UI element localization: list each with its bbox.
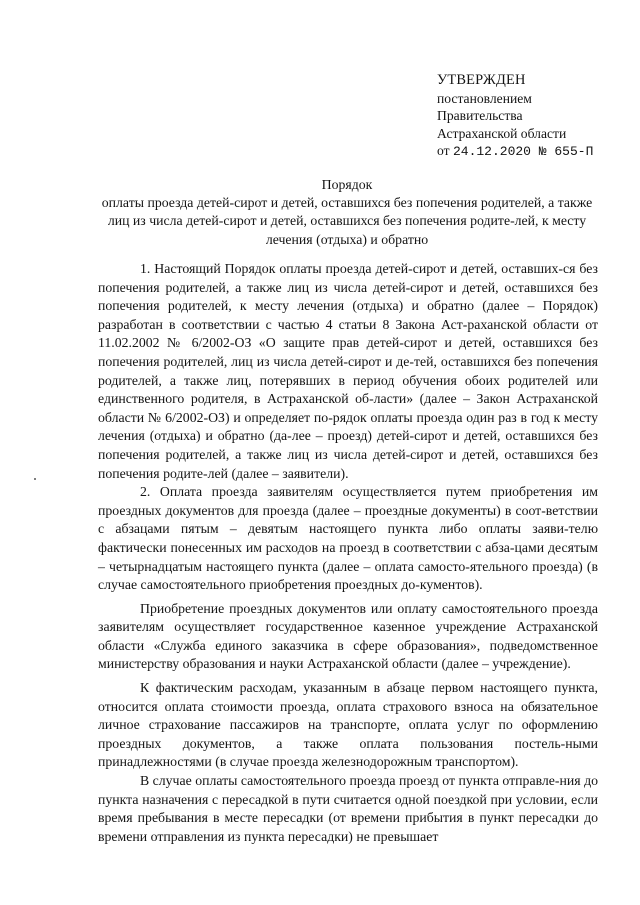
document-title (98, 176, 596, 249)
paragraph-1: 1. Настоящий Порядок оплаты проезда детей-сирот и детей, оставших-ся без попечения родителей, а также лиц из числа детей-сирот и детей, оставшихся без попечения родителей, к месту лечения (отдыха) и обратно (далее – Порядок) разработан в соответствии с частью 4 статьи 8 Закона Аст-раханской области от 11.02.2002 № 6/2002-ОЗ «О защите прав детей-сирот и детей, оставшихся без попечения родителей, лиц из числа детей-сирот и де-тей, оставшихся без попечения родителей, а также лиц, потерявших в период обучения обоих родителей или единственного родителя, в Астраханской об-ласти» (далее – Закон Астраханской области № 6/2002-ОЗ) и определяет по-рядок оплаты проезда один раз в год к месту лечения (отдыха) и обратно (да-лее – проезд) детей-сирот и детей, оставшихся без попечения родителей, а также лиц из числа детей-сирот и детей, оставшихся без попечения родите-лей (далее – заявители). (98, 261, 598, 481)
approval-date-prefix: от (437, 143, 450, 159)
approval-heading: УТВЕРЖДЕН (437, 72, 526, 88)
document-body (98, 260, 598, 846)
approval-line-region: Астраханской области (437, 125, 567, 141)
title-subtitle: оплаты проезда детей-сирот и детей, оставшихся без попечения родителей, а также лиц из числа детей-сирот и детей, оставшихся без попечения родите-лей, к месту лечения (отдыха) и обратно (101, 195, 593, 247)
approval-line-resolution: постановлением (437, 90, 532, 106)
title-heading: Порядок (321, 177, 373, 192)
approval-date-value: 24.12.2020 № 655-П (452, 144, 594, 160)
approval-date-line (437, 142, 627, 161)
paragraph-4: К фактическим расходам, указанным в абзаце первом настоящего пункта, относится оплата стоимости проезда, оплата страхового взноса на обязательное личное страхование пассажиров на транспорте, оплата услуг по оформлению проездных документов, а также оплата пользования постель-ными принадлежностями (в случае проезда железнодорожным транспортом). (98, 680, 598, 770)
scan-speck (34, 478, 36, 480)
paragraph-5: В случае оплаты самостоятельного проезда проезд от пункта отправле-ния до пункта назначения с пересадкой в пути считается одной поездкой при условии, если время пребывания в месте пересадки (от времени прибытия в пункт пересадки до времени отправления из пункта пересадки) не превышает (98, 773, 598, 844)
approval-stamp (437, 72, 627, 161)
paragraph-2: 2. Оплата проезда заявителям осуществляется путем приобретения им проездных документов для проезда (далее – проездные документы) в соот-ветствии с абзацами пятым – девятым настоящего пункта либо оплаты заяви-телю фактически понесенных им расходов на проезд в соответствии с абза-цами десятым – четырнадцатым настоящего пункта (далее – оплата самосто-ятельного проезда) (в случае самостоятельного приобретения проездных до-кументов). (98, 484, 598, 593)
paragraph-3: Приобретение проездных документов или оплату самостоятельного проезда заявителям осуществляет государственное казенное учреждение Астраханской области «Служба единого заказчика в сфере образования», подведомственное министерству образования и науки Астраханской области (далее – учреждение). (98, 600, 598, 672)
approval-line-government: Правительства (437, 108, 523, 124)
